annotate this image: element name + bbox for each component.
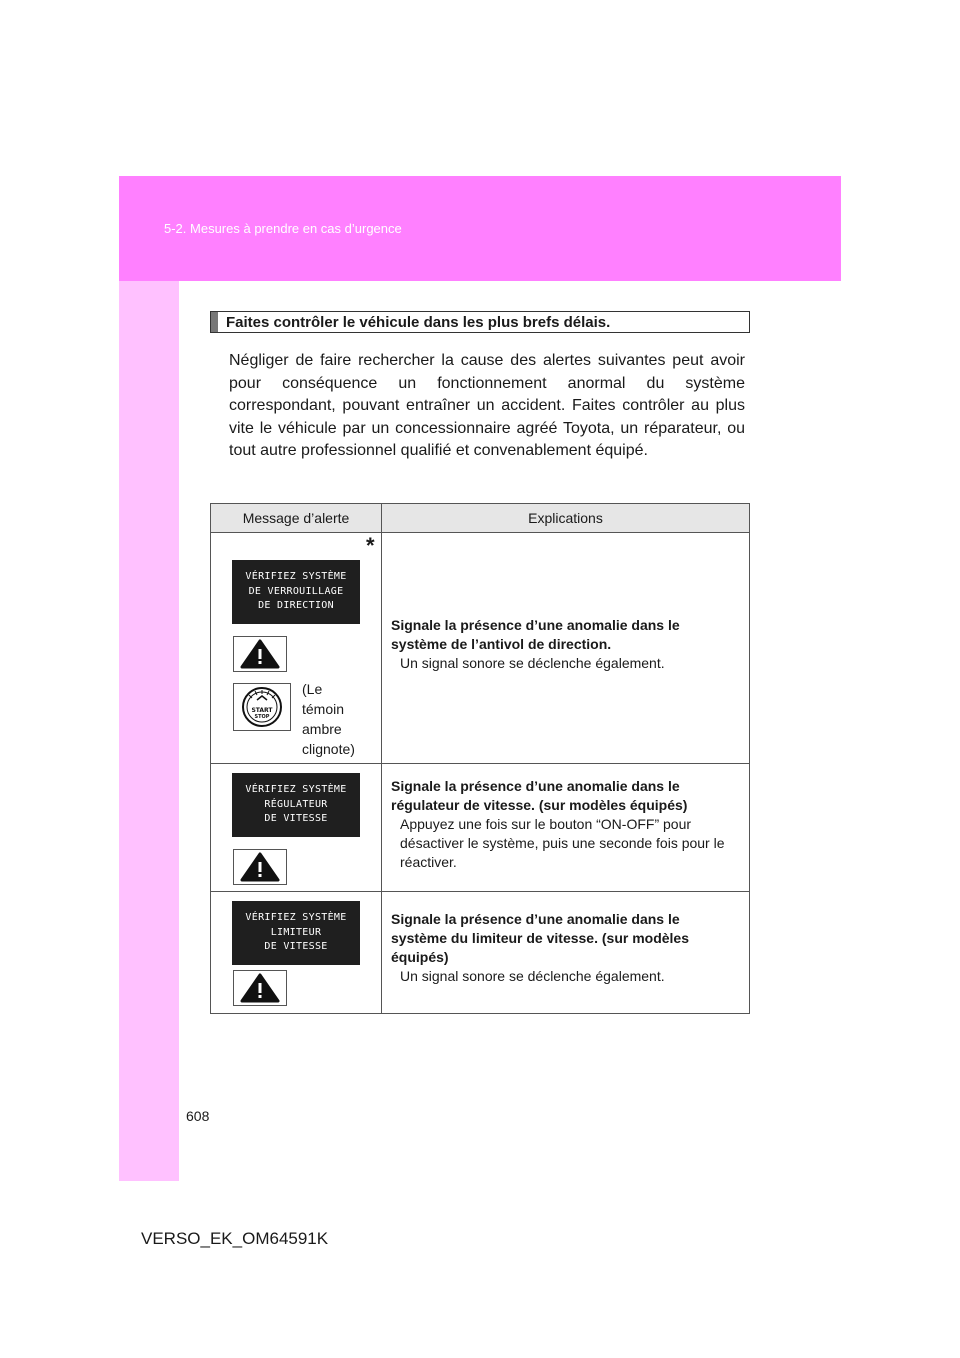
warning-icon-box bbox=[233, 636, 287, 672]
display-line: DE VERROUILLAGE bbox=[248, 585, 344, 597]
explanation: Signale la présence d’une anomalie dans le régulateur de vitesse. (sur modèles équipés) Appuyez une fois sur le bouton “ON-OFF” pour désactiver le système, puis une seconde fois pour le réactiver. bbox=[391, 778, 725, 870]
display-line: VÉRIFIEZ SYSTÈME bbox=[245, 784, 347, 796]
warning-icon-box bbox=[233, 849, 287, 885]
lamp-note: (Le témoin ambre clignote) bbox=[302, 681, 355, 757]
warning-icon-box bbox=[233, 970, 287, 1006]
alert-table bbox=[210, 503, 750, 1014]
cruise-control-display bbox=[232, 773, 360, 837]
warning-triangle-icon bbox=[238, 639, 282, 669]
section-heading bbox=[210, 311, 750, 333]
display-line: DE VITESSE bbox=[264, 941, 328, 953]
start-stop-lamp-icon bbox=[236, 686, 288, 728]
document-id: VERSO_EK_OM64591K bbox=[141, 1229, 329, 1248]
column-header-message: Message d’alerte bbox=[211, 504, 382, 532]
section-title: 5-2. Mesures à prendre en cas d’urgence bbox=[164, 221, 402, 236]
warning-triangle-icon bbox=[238, 973, 282, 1003]
lamp-label: START bbox=[251, 707, 273, 714]
footnote-marker: * bbox=[366, 533, 375, 558]
side-band bbox=[119, 281, 179, 1181]
start-stop-lamp-box bbox=[233, 683, 291, 731]
table-row bbox=[211, 763, 749, 891]
heading-marker bbox=[211, 312, 218, 332]
display-line: VÉRIFIEZ SYSTÈME bbox=[245, 571, 347, 583]
table-row bbox=[211, 532, 749, 763]
steering-lock-display bbox=[232, 560, 360, 624]
lamp-label: STOP bbox=[254, 714, 270, 720]
speed-limiter-display bbox=[232, 901, 360, 965]
column-header-explanations: Explications bbox=[528, 510, 603, 526]
explanation: Signale la présence d’une anomalie dans le système de l’antivol de direction. Un signal sonore se déclenche également. bbox=[391, 617, 680, 671]
warning-triangle-icon bbox=[238, 852, 282, 882]
explanation: Signale la présence d’une anomalie dans le système du limiteur de vitesse. (sur modèles équipés) Un signal sonore se déclenche également. bbox=[391, 911, 690, 984]
intro-paragraph: Négliger de faire rechercher la cause des alertes suivantes peut avoir pour conséquence un fonctionnement anormal du système correspondant, pouvant entraîner un accident. Faites contrôler au plus vite le véhicule par un concessionnaire agréé Toyota, un réparateur, ou tout autre professionnel qualifié et convenablement équipé. bbox=[229, 352, 745, 459]
display-line: DE VITESSE bbox=[264, 813, 328, 825]
page-number: 608 bbox=[186, 1108, 210, 1124]
display-line: VÉRIFIEZ SYSTÈME bbox=[245, 912, 347, 924]
table-header-row bbox=[211, 504, 749, 532]
display-line: RÉGULATEUR bbox=[264, 798, 328, 810]
display-line: DE DIRECTION bbox=[258, 600, 334, 612]
heading-text: Faites contrôler le véhicule dans les plus brefs délais. bbox=[226, 313, 611, 331]
display-line: LIMITEUR bbox=[270, 926, 322, 938]
table-row bbox=[211, 891, 749, 1013]
